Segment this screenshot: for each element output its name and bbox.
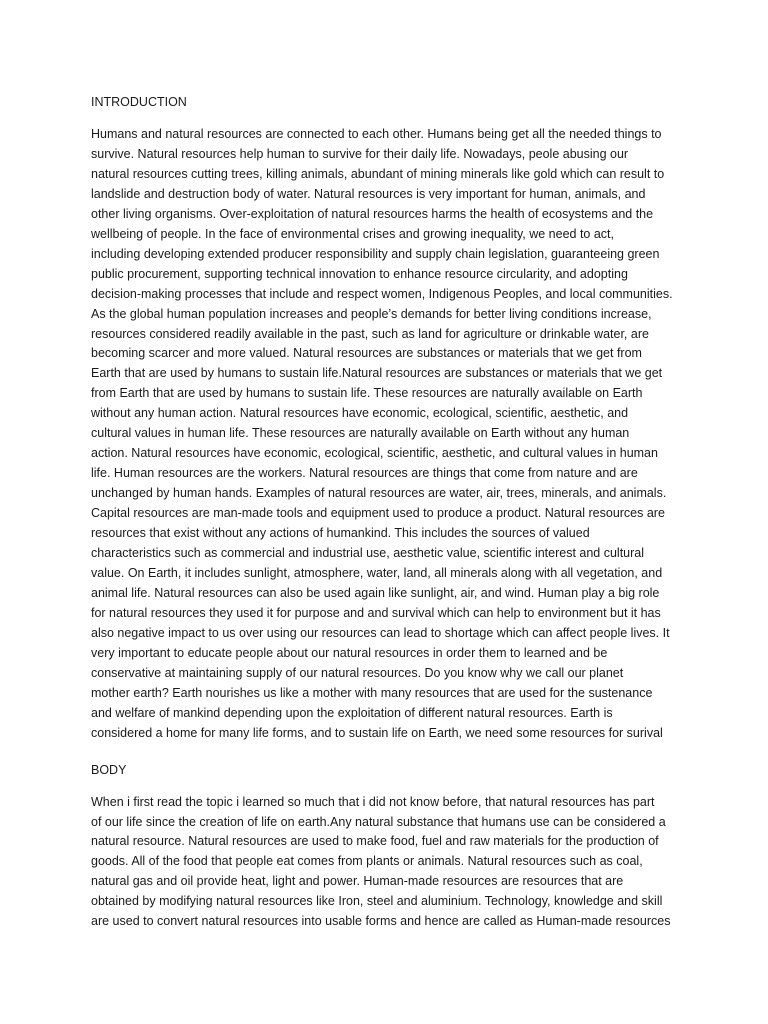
text-line: goods. All of the food that people eat comes from plants or animals. Natural resources such as coal, bbox=[91, 854, 643, 869]
text-line: landslide and destruction body of water. Natural resources is very important for human, animals, and bbox=[91, 186, 646, 201]
text-line: unchanged by human hands. Examples of natural resources are water, air, trees, minerals, and animals. bbox=[91, 486, 667, 501]
text-line: of our life since the creation of life on earth.Any natural substance that humans use can be considered a bbox=[91, 814, 666, 829]
text-line: very important to educate people about our natural resources in order them to learned and be bbox=[91, 645, 608, 660]
text-line: As the global human population increases and people’s demands for better living conditions increase, bbox=[91, 306, 652, 321]
text-line: from Earth that are used by humans to sustain life. These resources are naturally available on Earth bbox=[91, 386, 643, 401]
text-line: value. On Earth, it includes sunlight, atmosphere, water, land, all minerals along with all vegetation, and bbox=[91, 565, 663, 580]
body-paragraph bbox=[91, 793, 681, 933]
text-line: cultural values in human life. These resources are naturally available on Earth without any human bbox=[91, 426, 630, 441]
text-line: considered a home for many life forms, and to sustain life on Earth, we need some resources for surival bbox=[91, 725, 663, 740]
text-line: resources that exist without any actions of humankind. This includes the sources of valued bbox=[91, 526, 590, 541]
text-line: becoming scarcer and more valued. Natural resources are substances or materials that we get from bbox=[91, 346, 642, 361]
text-line: other living organisms. Over-exploitation of natural resources harms the health of ecosystems and the bbox=[91, 206, 654, 221]
text-line: conservative at maintaining supply of our natural resources. Do you know why we call our planet bbox=[91, 665, 624, 680]
text-line: characteristics such as commercial and industrial use, aesthetic value, scientific interest and cultural bbox=[91, 546, 645, 561]
section-heading-introduction: INTRODUCTION bbox=[91, 95, 187, 109]
text-line: natural gas and oil provide heat, light and power. Human-made resources are resources that are bbox=[91, 874, 624, 889]
text-line: animal life. Natural resources can also be used again like sunlight, air, and wind. Human play a big role bbox=[91, 585, 660, 600]
text-line: decision-making processes that include and respect women, Indigenous Peoples, and local communities. bbox=[91, 286, 673, 301]
text-line: action. Natural resources have economic, ecological, scientific, aesthetic, and cultural values in human bbox=[91, 446, 658, 461]
text-line: and welfare of mankind depending upon the exploitation of different natural resources. Earth is bbox=[91, 705, 613, 720]
text-line: resources considered readily available in the past, such as land for agriculture or drinkable water, are bbox=[91, 326, 649, 341]
text-line: also negative impact to us over using our resources can lead to shortage which can affect people lives. It bbox=[91, 625, 670, 640]
text-line: Capital resources are man-made tools and equipment used to produce a product. Natural resources are bbox=[91, 506, 665, 521]
document-body bbox=[91, 93, 681, 949]
text-line: public procurement, supporting technical innovation to enhance resource circularity, and adopting bbox=[91, 266, 628, 281]
text-line: natural resources cutting trees, killing animals, abundant of mining minerals like gold which can result to bbox=[91, 166, 665, 181]
text-line: without any human action. Natural resources have economic, ecological, scientific, aesthetic, and bbox=[91, 406, 629, 421]
text-line: for natural resources they used it for purpose and and survival which can help to environment but it has bbox=[91, 605, 661, 620]
text-line: Earth that are used by humans to sustain life.Natural resources are substances or materials that we get bbox=[91, 366, 663, 381]
text-line: obtained by modifying natural resources like Iron, steel and aluminium. Technology, knowledge and skill bbox=[91, 894, 663, 909]
text-line: life. Human resources are the workers. Natural resources are things that come from nature and are bbox=[91, 466, 638, 481]
text-line: Humans and natural resources are connected to each other. Humans being get all the needed things to bbox=[91, 127, 662, 141]
text-line: natural resource. Natural resources are used to make food, fuel and raw materials for the production of bbox=[91, 834, 659, 849]
text-line: are used to convert natural resources into usable forms and hence are called as Human-made resources bbox=[91, 914, 671, 929]
text-line: When i first read the topic i learned so much that i did not know before, that natural resources has part bbox=[91, 794, 655, 809]
section-heading-body: BODY bbox=[91, 762, 127, 777]
text-line: mother earth? Earth nourishes us like a mother with many resources that are used for the sustenance bbox=[91, 685, 653, 700]
text-line: including developing extended producer responsibility and supply chain legislation, guaranteeing green bbox=[91, 246, 660, 261]
text-line: survive. Natural resources help human to survive for their daily life. Nowadays, peole abusing our bbox=[91, 146, 629, 161]
text-line: wellbeing of people. In the face of environmental crises and growing inequality, we need to act, bbox=[91, 226, 615, 241]
introduction-paragraph bbox=[91, 125, 681, 744]
